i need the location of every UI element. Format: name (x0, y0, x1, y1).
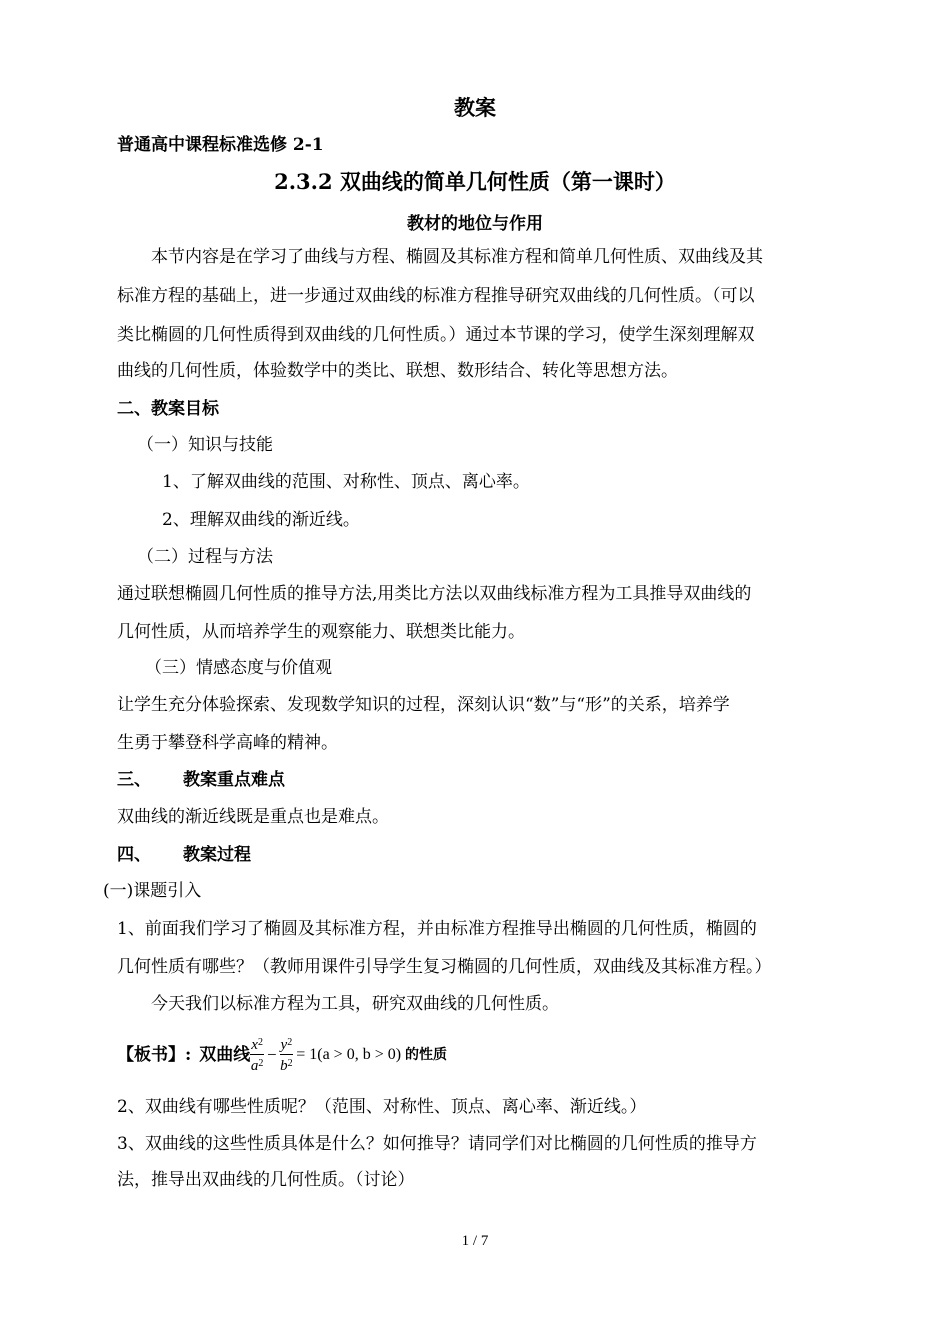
section-4-number: 四、 (117, 845, 151, 865)
course-label: 普通高中课程标准选修 2-1 (117, 135, 324, 155)
today-line: 今天我们以标准方程为工具，研究双曲线的几何性质。 (151, 994, 559, 1014)
section-role-heading: 教材的地位与作用 (407, 214, 543, 234)
question-3-line-1: 3、双曲线的这些性质具体是什么？如何推导？请同学们对比椭圆的几何性质的推导方 (117, 1134, 757, 1154)
process-line-1: 通过联想椭圆几何性质的推导方法,用类比方法以双曲线标准方程为工具推导双曲线的 (117, 584, 752, 604)
x-over-a-fraction: $\frac{x^2}{a^2}$ (250, 1034, 264, 1075)
page-number: 1 / 7 (461, 1233, 489, 1249)
board-suffix: 的性质 (405, 1046, 448, 1063)
intro-line-3: 类比椭圆的几何性质得到双曲线的几何性质。）通过本节课的学习，使学生深刻理解双 (117, 325, 755, 345)
section-2-title: 二、教案目标 (117, 399, 219, 419)
document-heading: 教案 (454, 95, 496, 120)
goal-item-1: 1、了解双曲线的范围、对称性、顶点、离心率。 (162, 472, 530, 492)
section-3-text: 双曲线的渐近线既是重点也是难点。 (117, 807, 389, 827)
process-line-2: 几何性质，从而培养学生的观察能力、联想类比能力。 (117, 622, 525, 642)
intro-line-2: 标准方程的基础上，进一步通过双曲线的标准方程推导研究双曲线的几何性质。（可以 (117, 286, 755, 306)
emotion-line-1: 让学生充分体验探索、发现数学知识的过程，深刻认识“数”与“形”的关系，培养学 (117, 695, 730, 715)
question-2: 2、双曲线有哪些性质呢？（范围、对称性、顶点、离心率、渐近线。） (117, 1097, 647, 1117)
subsection-knowledge: （一）知识与技能 (137, 435, 273, 455)
board-note (117, 1034, 447, 1075)
question-3-line-2: 法，推导出双曲线的几何性质。（讨论） (117, 1170, 415, 1190)
minus-sign: − (266, 1044, 277, 1064)
subsection-emotion: （三）情感态度与价值观 (145, 658, 332, 678)
board-label: 【板书】: (117, 1044, 192, 1065)
goal-item-2: 2、理解双曲线的渐近线。 (162, 510, 360, 530)
section-3-number: 三、 (117, 770, 151, 790)
intro-line-1: 本节内容是在学习了曲线与方程、椭圆及其标准方程和简单几何性质、双曲线及其 (151, 247, 763, 267)
subsection-process: （二）过程与方法 (137, 547, 273, 567)
y-over-b-fraction: $\frac{y^2}{b^2}$ (280, 1034, 294, 1075)
lesson-title: 2.3.2 双曲线的简单几何性质（第一课时） (274, 169, 676, 194)
intro-line-4: 曲线的几何性质，体验数学中的类比、联想、数形结合、转化等思想方法。 (117, 361, 678, 381)
section-4-title: 教案过程 (183, 845, 251, 865)
review-line-1: 1、前面我们学习了椭圆及其标准方程，并由标准方程推导出椭圆的几何性质，椭圆的 (117, 919, 757, 939)
subsection-introduction: (一)课题引入 (103, 881, 202, 901)
equation-rest: = 1(a > 0, b > 0) (296, 1045, 402, 1063)
board-text: 双曲线 (199, 1044, 251, 1065)
review-line-2: 几何性质有哪些？（教师用课件引导学生复习椭圆的几何性质，双曲线及其标准方程。） (117, 957, 772, 977)
hyperbola-equation (250, 1034, 401, 1075)
emotion-line-2: 生勇于攀登科学高峰的精神。 (117, 733, 338, 753)
section-3-title: 教案重点难点 (183, 770, 285, 790)
